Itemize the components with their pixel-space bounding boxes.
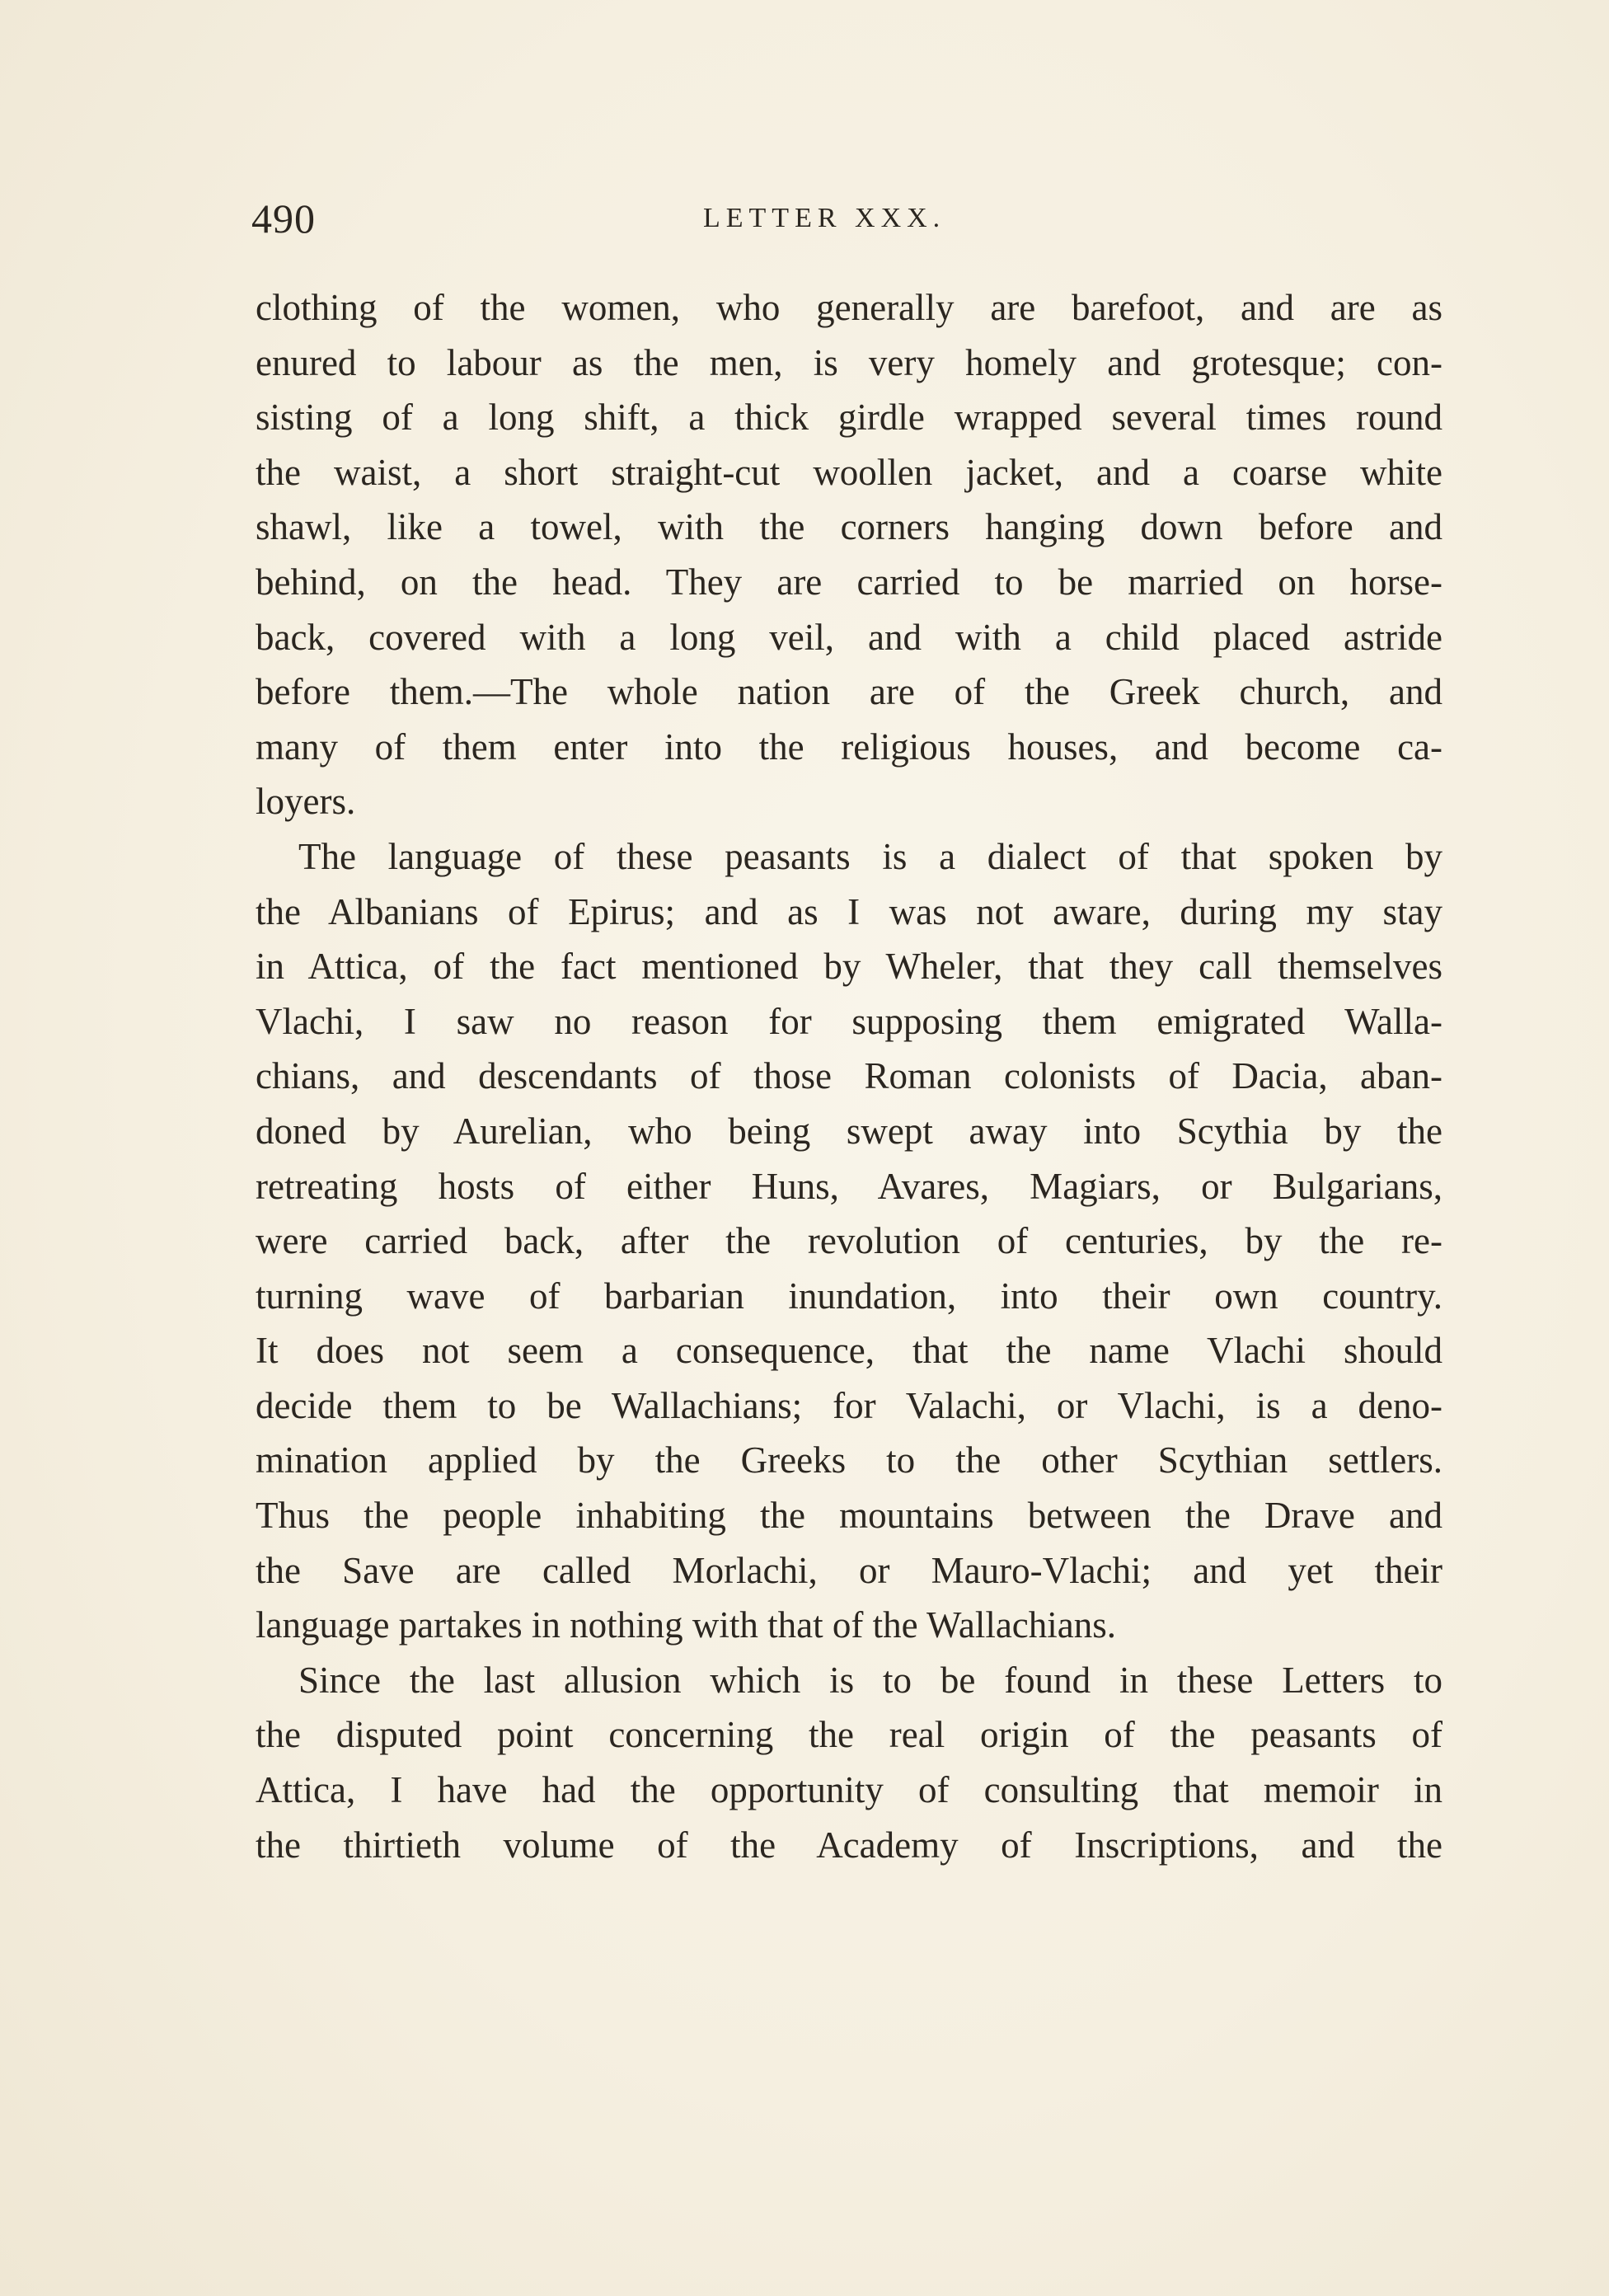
text-line: enured to labour as the men, is very homely and grotesque; con- <box>256 341 1442 383</box>
text-line: before them.—The whole nation are of the Greek church, and <box>256 671 1442 713</box>
text-line: Vlachi, I saw no reason for supposing them emigrated Walla- <box>256 1000 1442 1042</box>
paragraph <box>256 1653 1442 1872</box>
text-line: the waist, a short straight-cut woollen jacket, and a coarse white <box>256 451 1442 493</box>
text-line: Thus the people inhabiting the mountains between the Drave and <box>256 1495 1442 1537</box>
text-line: loyers. <box>256 781 356 823</box>
text-line: Attica, I have had the opportunity of consulting that memoir in <box>256 1769 1442 1811</box>
text-line: decide them to be Wallachians; for Valachi, or Vlachi, is a deno- <box>256 1384 1442 1426</box>
text-line: many of them enter into the religious houses, and become ca- <box>256 725 1442 768</box>
text-line: mination applied by the Greeks to the other Scythian settlers. <box>256 1439 1442 1481</box>
text-line: the thirtieth volume of the Academy of Inscriptions, and the <box>256 1824 1442 1866</box>
page-number: 490 <box>251 195 316 242</box>
text-line: behind, on the head. They are carried to be married on horse- <box>256 561 1442 603</box>
text-line: shawl, like a towel, with the corners hanging down before and <box>256 506 1442 548</box>
text-line: retreating hosts of either Huns, Avares, Magiars, or Bulgarians, <box>256 1165 1442 1207</box>
text-line: the disputed point concerning the real origin of the peasants of <box>256 1714 1442 1756</box>
text-line: The language of these peasants is a dialect of that spoken by <box>298 835 1442 877</box>
text-line: back, covered with a long veil, and with a child placed astride <box>256 616 1442 658</box>
text-line: language partakes in nothing with that of the Wallachians. <box>256 1604 1117 1646</box>
body-text <box>256 280 1442 1872</box>
text-line: were carried back, after the revolution of centuries, by the re- <box>256 1220 1442 1262</box>
text-line: sisting of a long shift, a thick girdle wrapped several times round <box>256 397 1442 439</box>
text-line: clothing of the women, who generally are barefoot, and are as <box>256 287 1442 328</box>
text-line: in Attica, of the fact mentioned by Wheler, that they call themselves <box>256 946 1442 988</box>
paragraph <box>256 829 1442 1653</box>
text-line: doned by Aurelian, who being swept away into Scythia by the <box>256 1110 1442 1152</box>
text-line: turning wave of barbarian inundation, into their own country. <box>256 1275 1442 1317</box>
running-head: LETTER XXX. <box>703 203 946 233</box>
text-line: Since the last allusion which is to be found in these Letters to <box>298 1659 1442 1701</box>
paragraph <box>256 280 1442 829</box>
page-header <box>251 195 1438 252</box>
text-line: chians, and descendants of those Roman colonists of Dacia, aban- <box>256 1055 1442 1097</box>
text-line: the Albanians of Epirus; and as I was not aware, during my stay <box>256 890 1442 932</box>
text-line: It does not seem a consequence, that the name Vlachi should <box>256 1330 1442 1372</box>
text-line: the Save are called Morlachi, or Mauro-Vlachi; and yet their <box>256 1549 1442 1591</box>
